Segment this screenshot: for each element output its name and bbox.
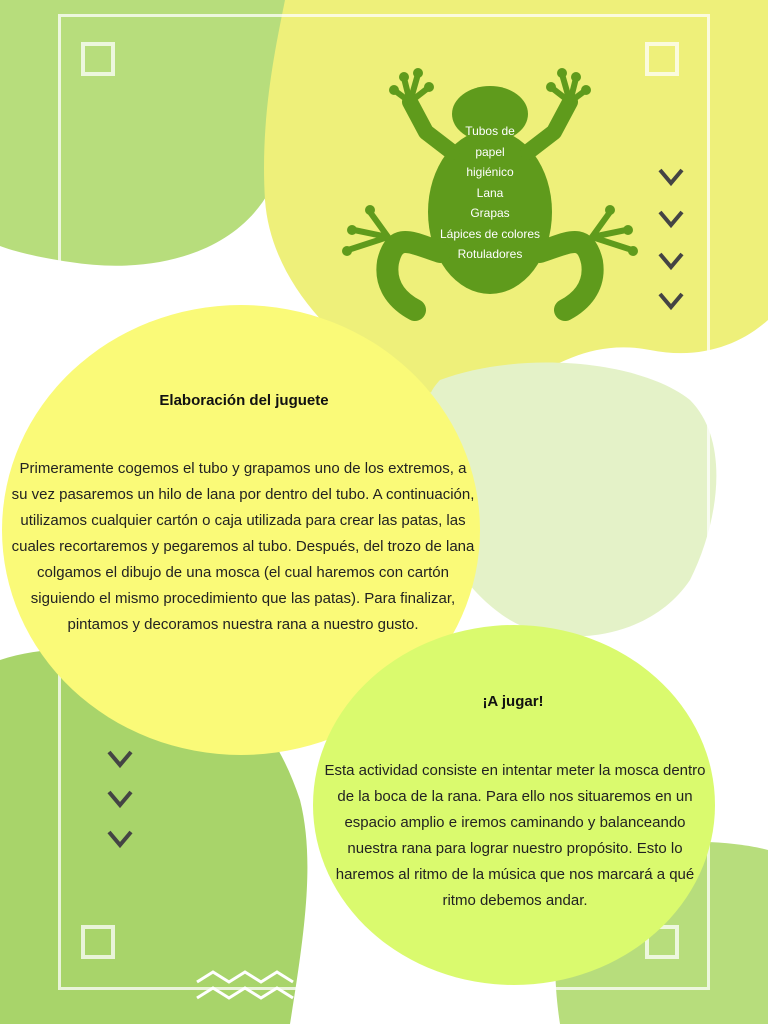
text-line: siguiendo el mismo procedimiento que las patas). Para finalizar,: [30, 590, 456, 607]
materials-item: Lana: [476, 185, 504, 200]
chevron-down-icon: [656, 290, 686, 312]
chevron-down-icon: [105, 788, 135, 810]
chevron-down-icon: [656, 250, 686, 272]
materials-item: Lápices de colores: [439, 226, 541, 241]
chevron-down-icon: [656, 208, 686, 230]
section-text-elaboracion: [8, 456, 478, 638]
materials-item: papel: [475, 144, 505, 159]
text-line: pintamos y decoramos nuestra rana a nuestro gusto.: [67, 616, 419, 633]
text-line: su vez pasaremos un hilo de lana por dentro del tubo. A continuación,: [11, 486, 475, 503]
chevron-down-icon: [105, 828, 135, 850]
materials-list: [420, 121, 560, 265]
section-title-elaboracion: Elaboración del juguete: [159, 392, 329, 409]
text-line: Esta actividad consiste en intentar meter la mosca dentro: [324, 762, 706, 779]
text-line: utilizamos cualquier cartón o caja utilizada para crear las patas, las: [20, 512, 466, 529]
decorative-square: [81, 925, 115, 959]
text-line: cuales recortaremos y pegaremos al tubo. Después, del trozo de lana: [11, 538, 475, 555]
text-line: colgamos el dibujo de una mosca (el cual haremos con cartón: [37, 564, 449, 581]
text-line: Primeramente cogemos el tubo y grapamos uno de los extremos, a: [19, 460, 467, 477]
text-line: de la boca de la rana. Para ello nos situaremos en un: [337, 788, 693, 805]
materials-item: higiénico: [466, 165, 514, 179]
materials-item: Grapas: [470, 206, 510, 220]
chevron-down-icon: [105, 748, 135, 770]
text-line: ritmo debemos andar.: [442, 892, 588, 909]
section-title-a-jugar: ¡A jugar!: [482, 693, 544, 710]
decorative-line: [345, 975, 407, 978]
decorative-square: [81, 42, 115, 76]
text-line: espacio amplio e iremos caminando y balanceando: [344, 814, 686, 831]
decorative-square: [645, 42, 679, 76]
zigzag-decoration: [195, 968, 305, 1008]
chevron-down-icon: [656, 166, 686, 188]
text-line: haremos al ritmo de la música que nos marcará a qué: [335, 866, 695, 883]
materials-item: Rotuladores: [457, 247, 523, 261]
materials-item: Tubos de: [465, 124, 515, 138]
section-text-a-jugar: [318, 758, 712, 914]
text-line: nuestra rana para lograr nuestro propósito. Esto lo: [347, 840, 683, 857]
